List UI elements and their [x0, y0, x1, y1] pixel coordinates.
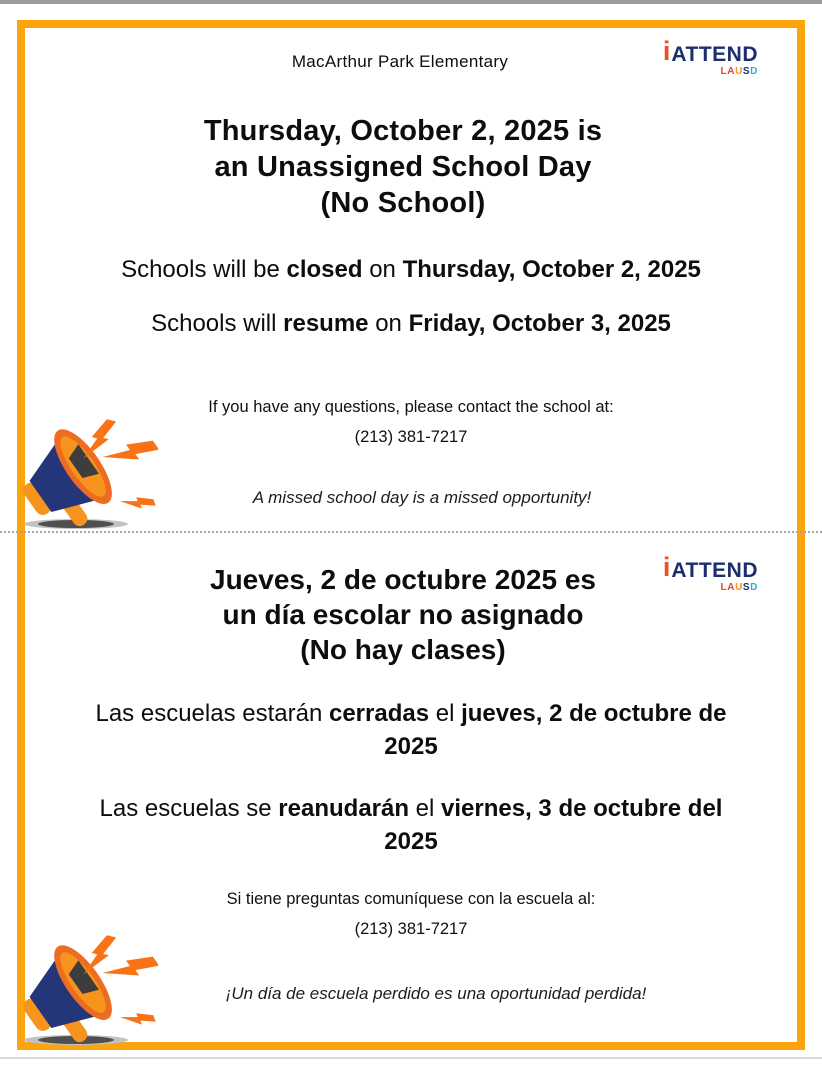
text-date: Thursday, October 2, 2025	[402, 256, 701, 283]
spanish-quote: ¡Un día de escuela perdido es una oportunidad perdida!	[225, 984, 647, 1003]
megaphone-icon	[16, 412, 158, 532]
lausd-letter: L	[720, 66, 728, 77]
spanish-phone-number: (213) 381-7217	[354, 920, 468, 938]
section-divider	[0, 531, 822, 533]
lausd-letter: U	[735, 582, 743, 593]
lausd-letter: S	[742, 66, 751, 77]
text-segment: Schools will be	[121, 256, 287, 283]
english-title-line: (No School)	[320, 187, 486, 219]
text-segment: Las escuelas estarán	[95, 700, 329, 727]
text-date: viernes, 3 de octubre del 2025	[384, 795, 723, 855]
english-title-line: Thursday, October 2, 2025 is	[203, 115, 603, 147]
english-contact-line: If you have any questions, please contact the school at:	[208, 398, 614, 416]
text-segment: Las escuelas se	[99, 795, 279, 822]
text-segment: el	[429, 700, 462, 727]
logo-attend-text: ATTEND	[671, 559, 758, 582]
text-segment: on	[368, 310, 409, 337]
text-segment: on	[362, 256, 403, 283]
english-title	[0, 113, 814, 221]
lausd-letter: U	[735, 66, 743, 77]
lausd-letter: L	[720, 582, 728, 593]
spanish-contact-line: Si tiene preguntas comuníquese con la escuela al:	[226, 890, 596, 908]
text-date: jueves, 2 de octubre de 2025	[384, 700, 727, 760]
logo-wordmark	[663, 38, 758, 65]
lausd-letter: S	[742, 582, 751, 593]
text-segment: Schools will	[151, 310, 284, 337]
spanish-title-line: un día escolar no asignado	[222, 599, 584, 630]
english-title-line: an Unassigned School Day	[214, 151, 592, 183]
window-bottom-edge	[0, 1057, 822, 1059]
english-quote: A missed school day is a missed opportunity!	[252, 488, 592, 507]
english-phone-number: (213) 381-7217	[354, 428, 468, 446]
text-emphasis: resume	[283, 310, 369, 337]
lausd-letter: D	[750, 582, 758, 593]
logo-lausd-text	[721, 67, 758, 77]
logo-attend-text: ATTEND	[671, 43, 758, 66]
lausd-letter: A	[727, 582, 736, 593]
text-emphasis: reanudarán	[278, 795, 410, 822]
lausd-letter: D	[750, 66, 758, 77]
megaphone-icon	[16, 928, 158, 1048]
logo-i-letter: i	[662, 552, 671, 582]
logo-i-letter: i	[662, 36, 671, 66]
spanish-resume-line	[81, 792, 741, 858]
english-resume-line	[0, 310, 822, 338]
text-segment: el	[409, 795, 442, 822]
lausd-letter: A	[727, 66, 736, 77]
school-name: MacArthur Park Elementary	[291, 52, 509, 71]
text-emphasis: closed	[286, 256, 363, 283]
window-top-edge	[0, 0, 822, 4]
iattend-lausd-logo	[663, 38, 758, 77]
spanish-title-line: (No hay clases)	[300, 634, 506, 665]
english-closed-line	[0, 256, 822, 284]
text-date: Friday, October 3, 2025	[408, 310, 671, 337]
spanish-title-line: Jueves, 2 de octubre 2025 es	[210, 564, 596, 595]
spanish-title	[0, 559, 814, 667]
spanish-closed-line	[81, 697, 741, 763]
text-emphasis: cerradas	[328, 700, 430, 727]
